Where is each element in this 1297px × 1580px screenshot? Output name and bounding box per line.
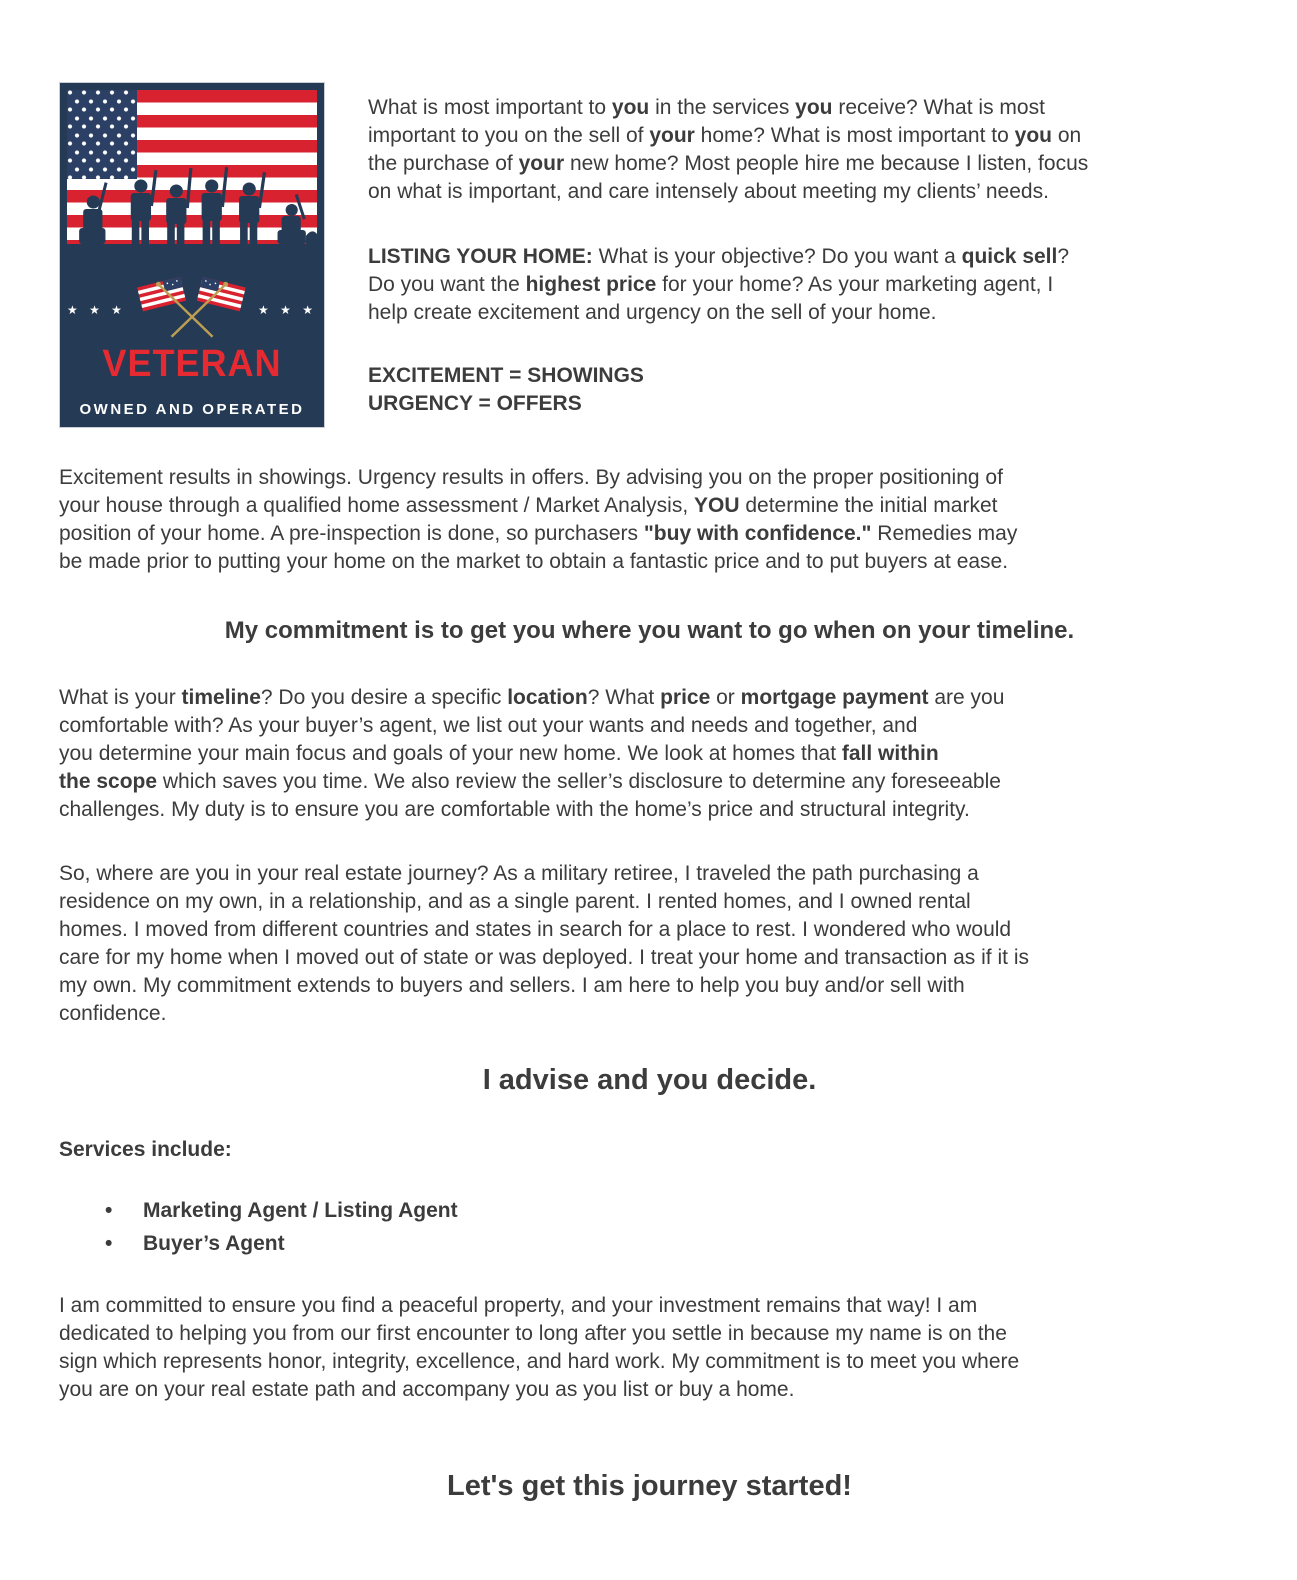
equation-urgency: URGENCY = OFFERS [368,392,582,415]
crossed-flags-icon [130,276,254,340]
paragraph-commitment: I am committed to ensure you find a peaceful property, and your investment remains that way! I am dedicated to helping you from our first encounter to long after you settle in because my name is on the sign which represents honor, integrity, excellence, and hard work. My commitment is to meet you where you are on your real estate path and accompany you as you list or buy a home. [59,1294,1020,1401]
us-flag-graphic [67,90,317,252]
paragraph-real-estate-journey: So, where are you in your real estate journey? As a military retiree, I traveled the path purchasing a residence on my own, in a relationship, and as a single parent. I rented homes, and I owned rental homes. I moved from different countries and states in search for a place to rest. I wondered who would care for my home when I moved out of state or was deployed. I treat your home and transaction as if it is my own. My commitment extends to buyers and sellers. I am here to help you buy and/or sell with confidence. [59,862,1029,1025]
intro-section [59,82,1240,428]
equations-block [368,362,1240,418]
badge-lower [67,276,317,424]
heading-journey-start: Let's get this journey started! [447,1470,852,1502]
equation-excitement: EXCITEMENT = SHOWINGS [368,364,644,387]
badge-subtitle: OWNED AND OPERATED [79,401,305,418]
paragraph-positioning: Excitement results in showings. Urgency results in offers. By advising you on the proper positioning of your house through a qualified home assessment / Market Analysis, YOU determine the initial market position of your home. A pre-inspection is done, so purchasers "buy with confidence." Remedies may be made prior to putting your home on the market to obtain a fantastic price and to put buyers at ease. [59,466,1018,573]
services-list [59,1194,1240,1260]
stars-left-decoration: ★ ★ ★ [67,303,126,317]
paragraph-listing-your-home: LISTING YOUR HOME: What is your objective? Do you want a quick sell? Do you want the highest price for your home? As your marketing agent, I help create excitement and urgency on the sell of your home. [368,245,1070,324]
paragraph-timeline: What is your timeline? Do you desire a specific location? What price or mortgage payment are you comfortable with? As your buyer’s agent, we list out your wants and needs and together, and you determine your main focus and goals of your new home. We look at homes that fall within the scope which saves you time. We also review the seller’s disclosure to determine any foreseeable challenges. My duty is to ensure you are comfortable with the home’s price and structural integrity. [59,686,1005,821]
list-item-marketing-listing-agent: • Marketing Agent / Listing Agent [105,1194,1240,1227]
heading-commitment-timeline: My commitment is to get you where you want to go when on your timeline. [224,617,1075,644]
list-item-buyers-agent: • Buyer’s Agent [105,1227,1240,1260]
badge-title: VETERAN [102,343,282,385]
stars-right-decoration: ★ ★ ★ [258,303,317,317]
flags-row [67,276,317,340]
services-label: Services include: [59,1138,232,1161]
heading-advise-decide: I advise and you decide. [482,1064,817,1096]
intro-text-column [368,82,1240,428]
soldiers-silhouette-icon [67,164,317,252]
paragraph-intro: What is most important to you in the services you receive? What is most important to you on the sell of your home? What is most important to you on the purchase of your new home? Most people hire me because I listen, focus on what is important, and care intensely about meeting my clients’ needs. [368,96,1089,203]
veteran-badge [59,82,325,428]
